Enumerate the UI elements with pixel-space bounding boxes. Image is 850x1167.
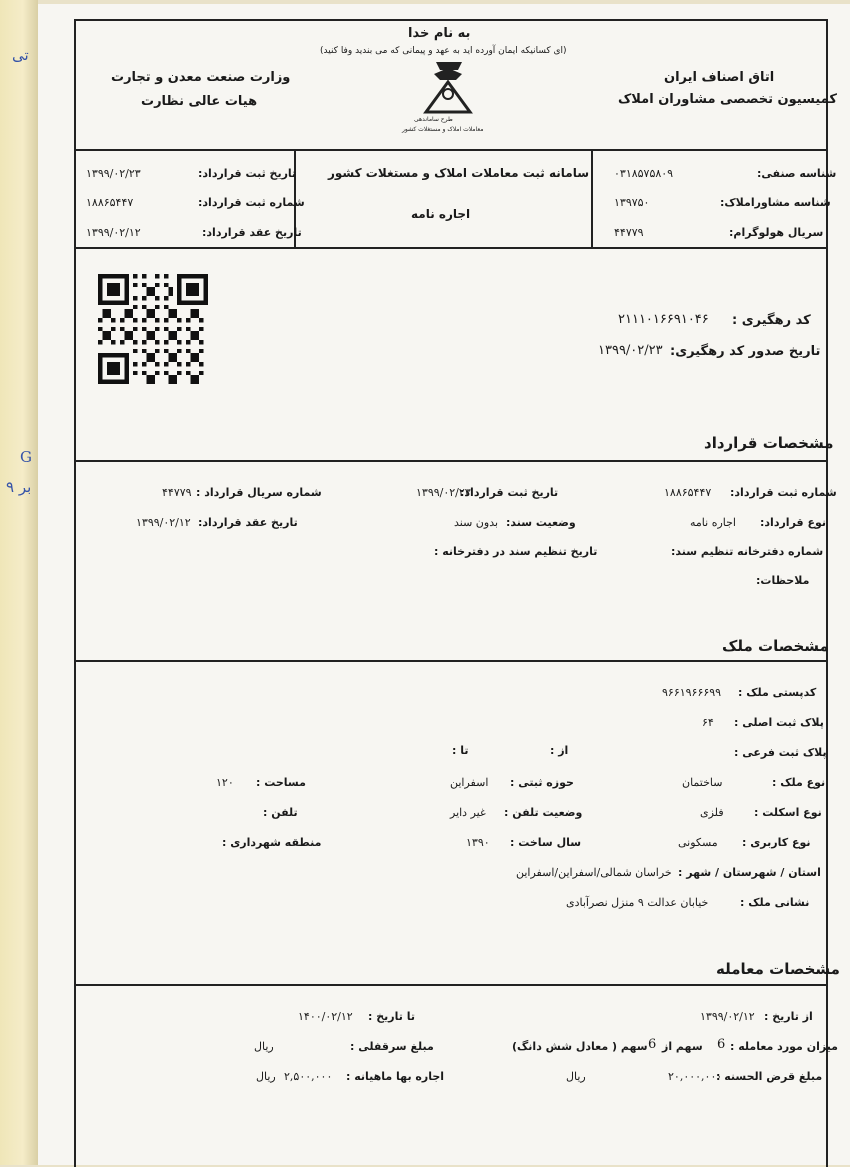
system-title: سامانه ثبت معاملات املاک و مستغلات کشور [328,166,590,180]
phone-status-value: غیر دایر [450,806,486,819]
postal-code-value: ۹۶۶۱۹۶۶۶۹۹ [662,686,722,699]
location-label: استان / شهرستان / شهر : [678,866,821,879]
property-kind-label: نوع ملک : [772,776,826,789]
monthly-rent-unit: ریال [256,1070,276,1083]
paper-edge [0,0,38,1165]
main-plate-label: پلاک ثبت اصلی : [734,716,824,729]
area-value: ۱۲۰ [216,776,234,789]
start-date-label: از تاریخ : [764,1010,813,1023]
notary-date-label: تاریخ تنظیم سند در دفترخانه : [434,545,598,558]
usage-type-value: مسکونی [678,836,718,849]
handwritten-mark: G [20,448,32,466]
phone-label: تلفن : [263,806,298,819]
contract-reg-no-label: شماره ثبت قرارداد: [730,486,837,499]
qr-code [98,274,208,384]
key-money-label: مبلغ سرقفلی : [350,1040,434,1053]
handwritten-mark: ۹ بر [6,478,32,496]
tracking-code-value: ۲۱۱۱۰۱۶۶۹۱۰۴۶ [618,312,709,327]
deal-share-b: 6 [648,1037,657,1052]
postal-code-label: کدپستی ملک : [738,686,817,699]
contract-section-title: مشخصات قرارداد [704,434,834,452]
deal-section-title: مشخصات معامله [716,960,840,978]
header-reg-date-label: تاریخ ثبت قرارداد: [198,167,297,180]
contract-serial-label: شماره سریال قرارداد : [196,486,322,499]
notary-office-label: شماره دفترخانه تنظیم سند: [671,545,824,558]
contract-reg-date-value: ۱۳۹۹/۰۲/۲۳ [416,486,471,499]
tracking-date-label: تاریخ صدور کد رهگیری: [670,344,821,359]
area-label: مساحت : [256,776,306,789]
phone-status-label: وضعیت تلفن : [504,806,583,819]
skeleton-type-value: فلزی [700,806,724,819]
notes-label: ملاحظات: [756,574,810,587]
document-sheet [38,4,850,1165]
address-value: خیابان عدالت ۹ منزل نصرآبادی [566,896,709,909]
key-money-unit: ریال [254,1040,274,1053]
tracking-date-value: ۱۳۹۹/۰۲/۲۳ [598,343,663,358]
deal-share-of: سهم از [662,1040,703,1053]
sub-plate-from-label: از : [550,744,569,757]
deal-share-a: 6 [717,1037,726,1052]
contract-type-value: اجاره نامه [690,516,736,529]
logo-icon [418,60,478,122]
deposit-label: مبلغ قرض الحسنه : [716,1070,823,1083]
organization-logo [418,60,478,122]
document-status-label: وضعیت سند: [506,516,576,529]
header-reg-no-label: شماره ثبت قرارداد: [198,196,305,209]
location-value: خراسان شمالی/اسفراین/اسفراین [516,866,672,879]
deal-share-note: سهم ( معادل شش دانگ) [512,1040,648,1053]
document-type: اجاره نامه [411,207,471,221]
header-contract-date-value: ۱۳۹۹/۰۲/۱۲ [86,226,141,239]
end-date-label: تا تاریخ : [368,1010,415,1023]
hologram-serial-label: سریال هولوگرام: [729,226,824,239]
property-section-title: مشخصات ملک [722,637,829,655]
contract-type-label: نوع قرارداد: [760,516,826,529]
guild-id-value: ۰۳۱۸۵۷۵۸۰۹ [614,167,674,180]
build-year-label: سال ساخت : [510,836,582,849]
main-plate-value: ۶۴ [702,716,714,729]
start-date-value: ۱۳۹۹/۰۲/۱۲ [700,1010,755,1023]
end-date-value: ۱۴۰۰/۰۲/۱۲ [298,1010,353,1023]
verse: (ای کسانیکه ایمان آورده اید به عهد و پیمانی که می بندید وفا کنید) [320,46,567,56]
registry-zone-value: اسفراین [450,776,489,789]
monthly-rent-value: ۲,۵۰۰,۰۰۰ [284,1070,333,1083]
supervision-board: هیات عالی نظارت [141,94,258,109]
advisor-id-label: شناسه مشاوراملاک: [720,196,831,209]
document-status-value: بدون سند [454,516,499,529]
header-reg-date-value: ۱۳۹۹/۰۲/۲۳ [86,167,141,180]
contract-date-value: ۱۳۹۹/۰۲/۱۲ [136,516,191,529]
address-label: نشانی ملک : [740,896,810,909]
registry-zone-label: حوزه ثبتی : [510,776,574,789]
contract-reg-date-label: تاریخ ثبت قرارداد: [460,486,559,499]
commission-name: کمیسیون تخصصی مشاوران املاک [618,92,837,107]
tracking-code-label: کد رهگیری : [732,313,811,328]
logo-caption: معاملات املاک و مستغلات کشور [402,126,484,133]
logo-caption: طرح ساماندهی [414,116,453,123]
advisor-id-value: ۱۳۹۷۵۰ [614,196,650,209]
monthly-rent-label: اجاره بها ماهیانه : [346,1070,445,1083]
sub-plate-label: پلاک ثبت فرعی : [734,746,827,759]
guild-chamber: اتاق اصناف ایران [664,70,775,85]
property-kind-value: ساختمان [682,776,723,789]
hologram-serial-value: ۴۴۷۷۹ [614,226,644,239]
qr-code-icon [98,274,208,384]
handwritten-mark: تی [12,46,29,64]
build-year-value: ۱۳۹۰ [466,836,490,849]
header-contract-date-label: تاریخ عقد قرارداد: [202,226,302,239]
document-frame [74,19,828,1167]
municipal-district-label: منطقه شهرداری : [222,836,322,849]
contract-date-label: تاریخ عقد قرارداد: [198,516,298,529]
deposit-value: ۲۰,۰۰۰,۰۰۰ [668,1070,723,1083]
deposit-unit: ریال [566,1070,586,1083]
guild-id-label: شناسه صنفی: [757,167,837,180]
header-reg-no-value: ۱۸۸۶۵۴۴۷ [86,196,134,209]
ministry-name: وزارت صنعت معدن و تجارت [111,70,291,85]
basmala: به نام خدا [408,26,471,41]
contract-serial-value: ۴۴۷۷۹ [162,486,192,499]
usage-type-label: نوع کاربری : [742,836,811,849]
deal-share-label: میزان مورد معامله : [730,1040,838,1053]
contract-reg-no-value: ۱۸۸۶۵۴۴۷ [664,486,712,499]
skeleton-type-label: نوع اسکلت : [754,806,822,819]
sub-plate-to-label: تا : [452,744,469,757]
